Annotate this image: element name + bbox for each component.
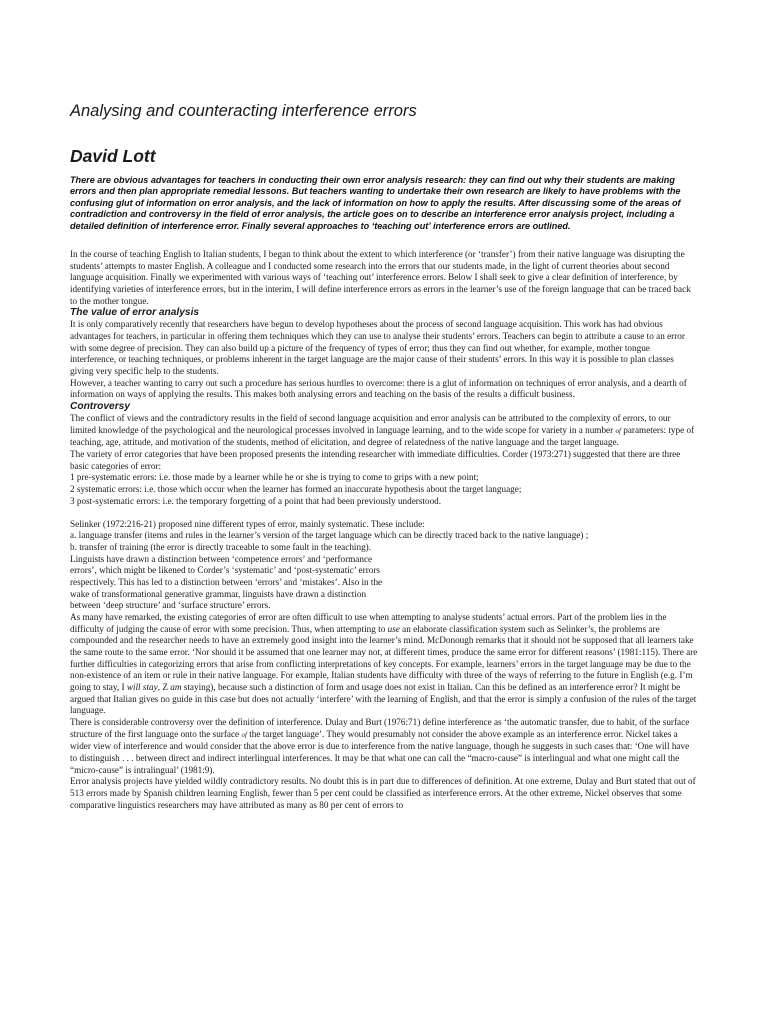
list-item: 2 systematic errors: i.e. those which occur when the learner has formed an inaccurate hypothesis about the target language;: [70, 483, 522, 494]
section-heading-controversy: Controversy: [70, 400, 131, 412]
list-item: a. language transfer (items and rules in the learner’s version of the target language which can be directly traced back to the native language) ;: [70, 530, 589, 541]
text-run: There is considerable controversy over the definition of interference. Dulay and Burt (1976:71) define interference as ‘the automatic transfer, due to habit, of the surface structure of the first language onto the surface: [70, 716, 690, 739]
document-page: [70, 101, 698, 811]
text-run: , Z: [157, 681, 171, 692]
text-run: staying), because such a distinction of form and usage does not exist in Italian. Can this be defined as an interference error? It might be argued that Italian gives no guide in this case but does not actually ‘interfere’ with the learning of English, and that the error is simply a confusion of the rules of the target language.: [70, 681, 697, 716]
body-paragraph: [70, 612, 698, 717]
article-author: David Lott: [70, 146, 156, 166]
text-run: parameters: type of teaching, age, attitude, and motivation of the students, method of elicitation, and degree of relatedness of the native language and the target language.: [70, 424, 695, 448]
text-run: the target language’. They would presumably not consider the above example as an interference error. Nickel takes a wider view of interference and would consider that the above error is due to interference from the native language, though he suggests in such cases that: ‘One will have to distinguish . . . between direct and indirect interlingual interferences. It may be that what one can call the “macro-cause” is interlingual and what one might call the “micro-cause” is intralingual’ (1981:9).: [70, 728, 690, 775]
list-item: 3 post-systematic errors: i.e. the temporary forgetting of a point that had been previously understood.: [70, 495, 442, 506]
paragraph-gap: [70, 507, 698, 519]
article-title: Analysing and counteracting interference errors: [70, 102, 417, 120]
italic-run: of: [615, 426, 621, 435]
body-paragraph: [70, 717, 698, 776]
italic-run: will stay: [126, 681, 158, 692]
article-body: [70, 249, 698, 811]
body-paragraph: Selinker (1972:216-21) proposed nine different types of error, mainly systematic. These include:: [70, 518, 425, 529]
body-paragraph: [70, 413, 698, 449]
article-abstract: There are obvious advantages for teachers in conducting their own error analysis research: they can find out why their students are making errors and then plan appropriate remedial lessons. But teachers wanting to undertake their own research are likely to have problems with the confusing glut of information on error analysis, and the lack of information on how to apply the results. After discussing some of the areas of contradiction and controversy in the field of error analysis, the article goes on to describe an interference error analysis project, including a detailed definition of interference error. Finally several approaches to ‘teaching out’ interference errors are outlined.: [70, 175, 681, 231]
list-item: b. transfer of training (the error is directly traceable to some fault in the teaching).: [70, 542, 372, 553]
italic-run: use: [387, 623, 400, 634]
text-run: an elaborate classification system such as Selinker’s, the problems are compounded and the researcher needs to have an extremely good insight into the learner’s mind. McDonough remarks that it should not be supposed that all learners take the same route to the same error. ‘Nor should it be assumed that one learner may not, at different times, produce the same error for different reasons’ (1981:115). There are further difficulties in categorizing errors that arise from conflicting interpretations of key concepts. For example, learners’ errors in the target language may be due to the non-existence of an item or rule in their native language. For example, Italian students have difficulty with three of the ways of referring to the future in English (e.g. I’m going to stay, I: [70, 623, 698, 692]
body-paragraph: Linguists have drawn a distinction between ‘competence errors’ and ‘performance errors’, which might be likened to Corder’s ‘systematic’ and ‘post-systematic’ errors respectively. This has led to a distinction between ‘errors’ and ‘mistakes’. Also in the wake of transformational generative grammar, linguists have drawn a distinction between ‘deep structure’ and ‘surface structure’ errors.: [70, 553, 383, 611]
body-paragraph: Error analysis projects have yielded wildly contradictory results. No doubt this is in part due to differences of definition. At one extreme, Dulay and Burt stated that out of 513 errors made by Spanish children learning English, fewer than 5 per cent could be classified as interference errors. At the other extreme, Nickel observes that some comparative linguistics researchers may have attributed as many as 80 per cent of errors to: [70, 776, 696, 810]
section-heading-value-of-error-analysis: The value of error analysis: [70, 307, 200, 319]
text-run: The conflict of views and the contradictory results in the field of second language acquisition and error analysis can be attributed to the complexity of errors, to our limited knowledge of the psychological and the neurological processes involved in language learning, and to the wide scope for variety in a number: [70, 412, 671, 435]
italic-run: am: [170, 681, 182, 692]
intro-paragraph: In the course of teaching English to Italian students, I began to think about the extent to which interference (or ‘transfer’) from their native language was disrupting the students’ attempts to master English. A colleague and I conducted some research into the errors that our students made, in the light of current theories about second language acquisition. Finally we experimented with various ways of ‘teaching out’ interference errors. Below I shall seek to give a clear definition of interference, by identifying varieties of interference errors, but in the interim, I will define interference errors as errors in the learner’s use of the foreign language that can be traced back to the mother tongue.: [70, 249, 691, 306]
list-item: 1 pre-systematic errors: i.e. those made by a learner while he or she is trying to come to grips with a new point;: [70, 472, 479, 483]
text-run: As many have remarked, the existing categories of error are often difficult to use when attempting to analyse students’ actual errors. Part of the problem lies in the difficulty of judging the cause of error with some precision. Thus, when attempting to: [70, 612, 667, 634]
body-paragraph: The variety of error categories that have been proposed presents the intending researcher with immediate difficulties. Corder (1973:271) suggested that there are three basic categories of error:: [70, 448, 681, 471]
body-paragraph: It is only comparatively recently that researchers have begun to develop hypotheses about the process of second language acquisition. This work has had obvious advantages for teachers, in particular in offering them techniques which they can use to analyse their students’ errors. Teachers can begin to attribute a cause to an error with some degree of precision. They can also build up a picture of the frequency of types of error; thus they can find out whether, for example, mother tongue interference, or teaching techniques, or problems inherent in the target language are the major cause of their students’ errors. In this way it is possible to plan classes giving very specific help to the students.: [70, 319, 685, 376]
body-paragraph: However, a teacher wanting to carry out such a procedure has serious hurdles to overcome: there is a glut of information on techniques of error analysis, and a dearth of information on ways of applying the results. This makes both analysing errors and teaching on the basis of the results a difficult business.: [70, 377, 687, 400]
italic-run: of: [241, 730, 247, 739]
